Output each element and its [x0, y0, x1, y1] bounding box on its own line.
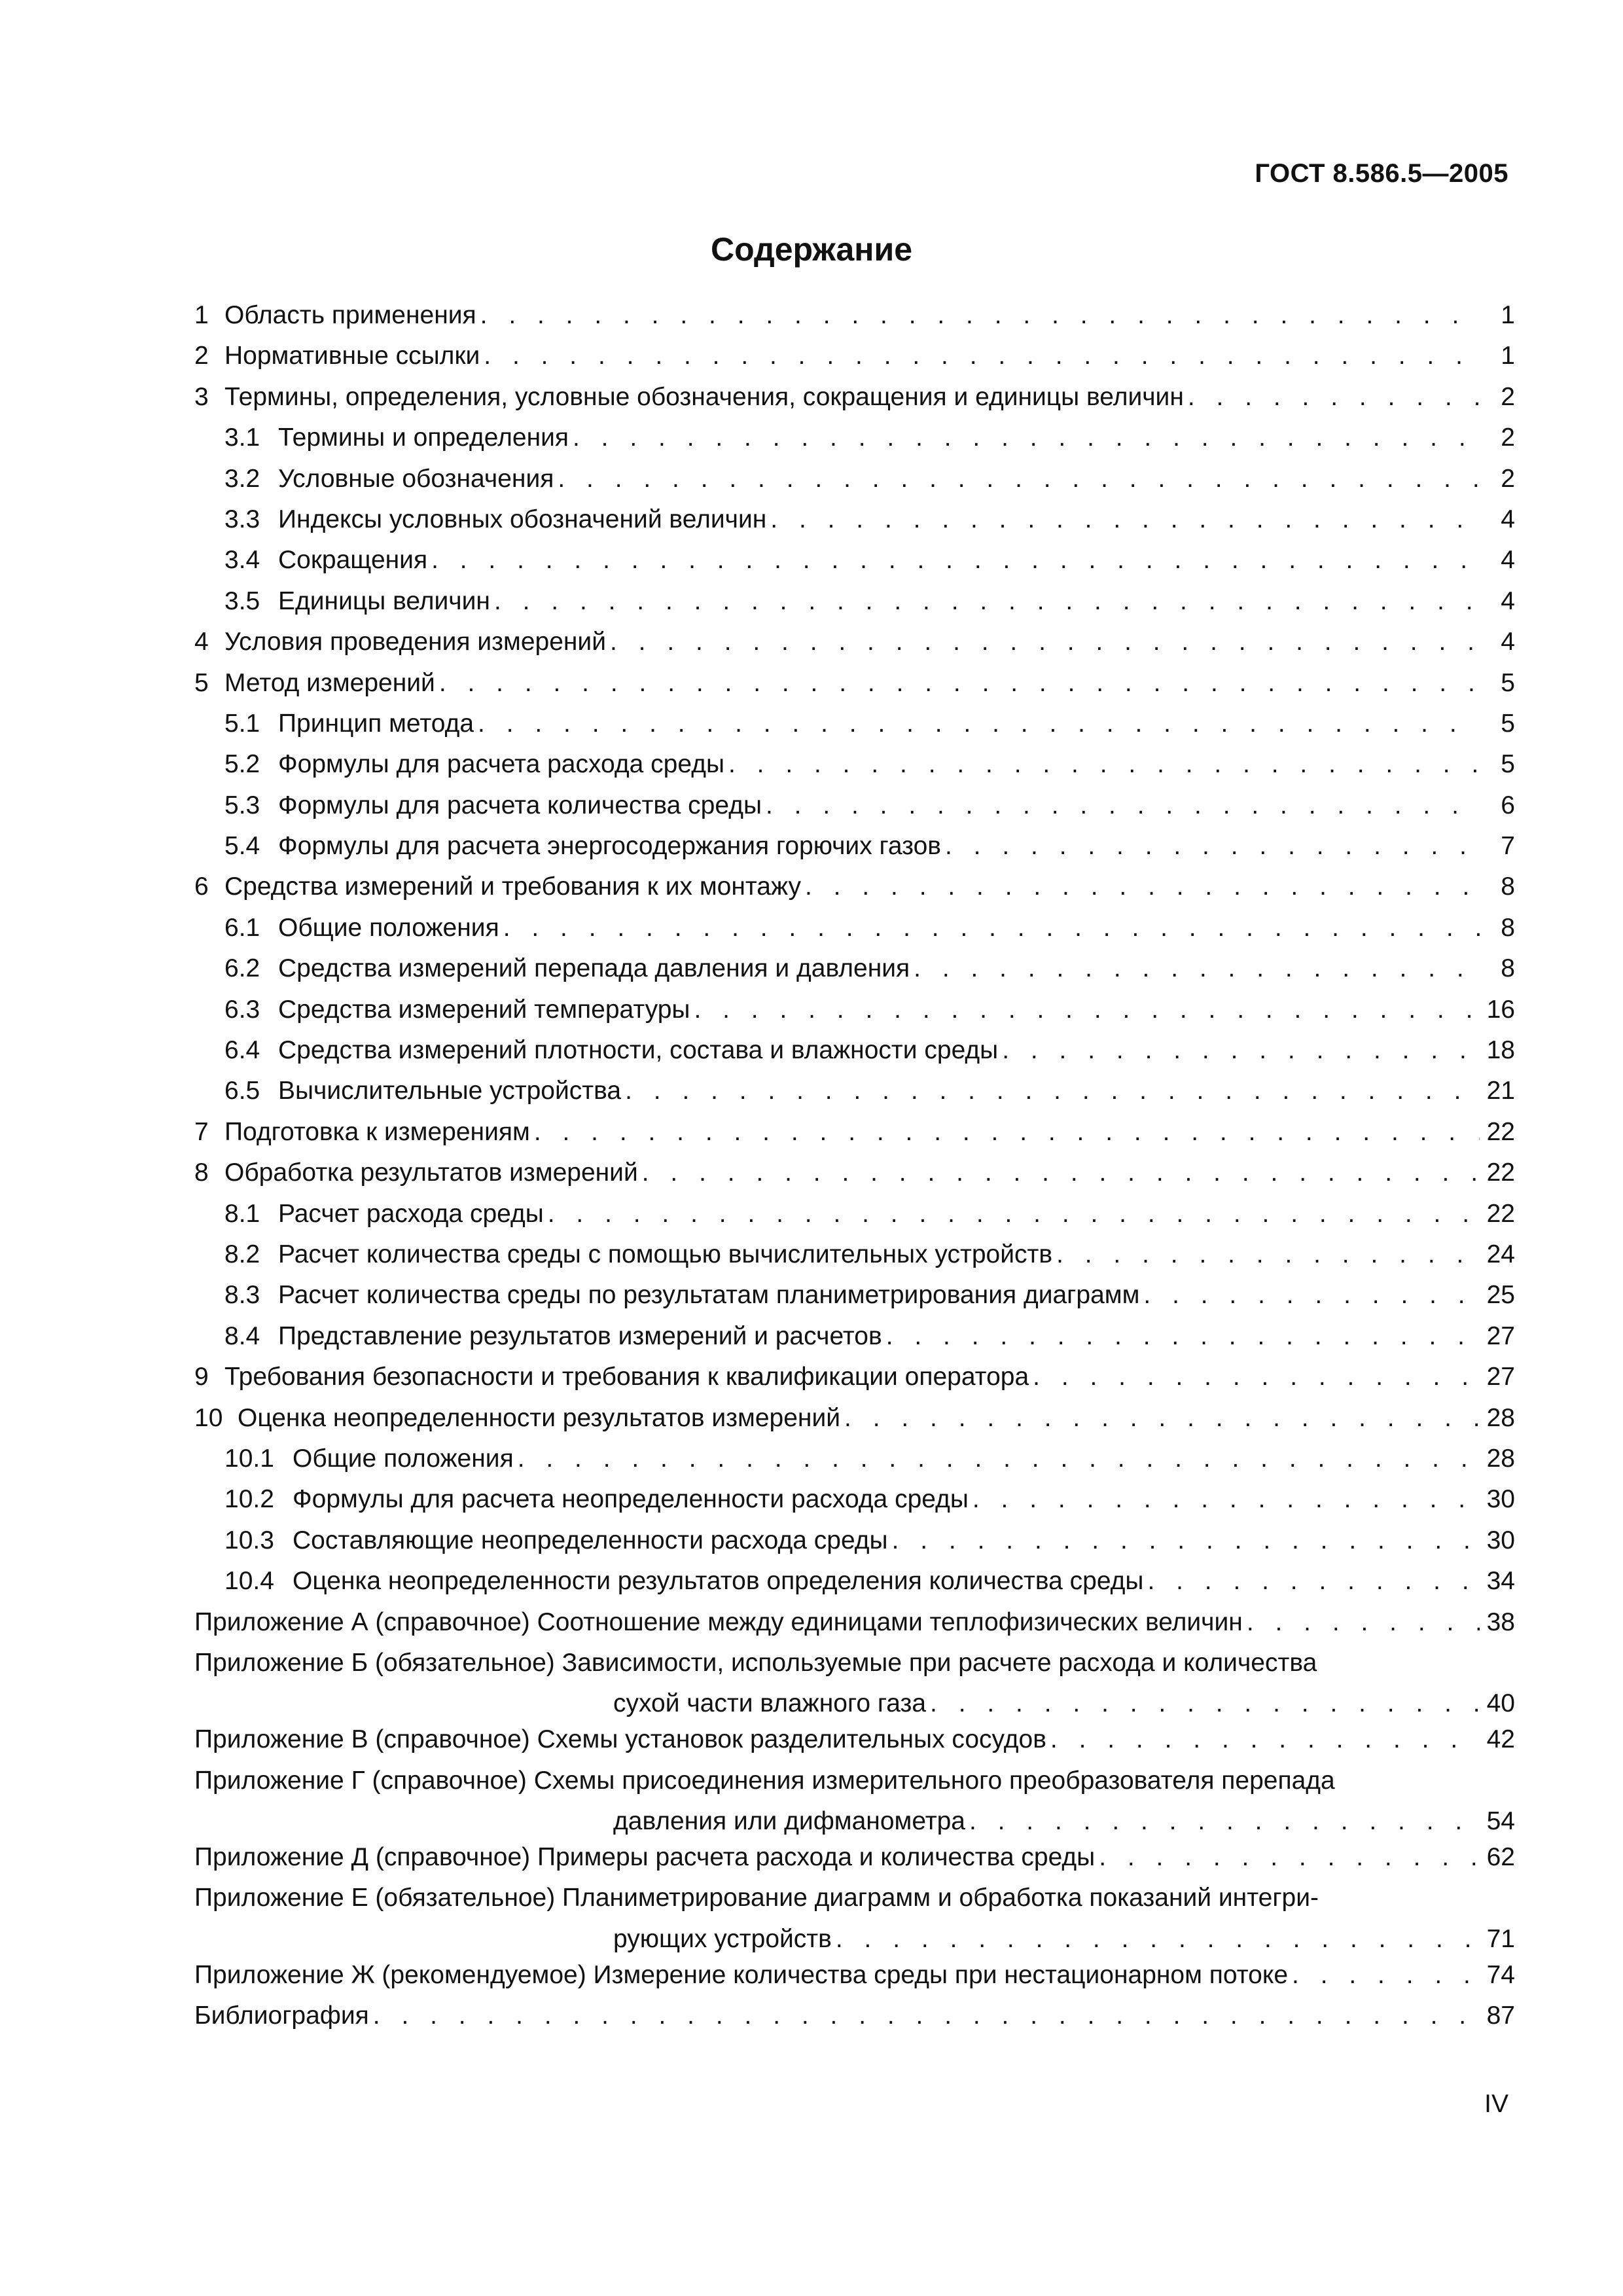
toc-entry[interactable] — [194, 628, 1515, 668]
dot-leader — [558, 465, 1480, 493]
dot-leader — [1188, 383, 1480, 412]
toc-entry-number: 10.2 — [224, 1485, 274, 1514]
toc-entry[interactable] — [194, 383, 1515, 423]
dot-leader — [805, 872, 1480, 901]
toc-entry-title: Представление результатов измерений и расчетов — [278, 1321, 882, 1350]
dot-leader — [373, 2001, 1480, 2030]
page-number: IV — [1484, 2090, 1508, 2118]
toc-entry-number: 6.4 — [224, 1036, 260, 1065]
toc-entry-title: Требования безопасности и требования к квалификации оператора — [224, 1363, 1029, 1391]
dot-leader — [1247, 1608, 1480, 1637]
toc-entry-title: Оценка неопределенности результатов измерений — [238, 1403, 841, 1432]
toc-subentry[interactable] — [194, 1322, 1515, 1363]
toc-entry-title-continued: сухой части влажного газа — [613, 1689, 927, 1718]
toc-entry-page: 42 — [1486, 1725, 1515, 1754]
toc-entry-title: Средства измерений перепада давления и давления — [278, 954, 910, 983]
toc-entry-number: 7 — [194, 1117, 209, 1146]
toc-entry-page: 28 — [1486, 1403, 1515, 1432]
toc-entry-title: Формулы для расчета энергосодержания горючих газов — [278, 832, 942, 861]
toc-bibliography[interactable] — [194, 2001, 1515, 2042]
toc-entry-number: 8.2 — [224, 1240, 260, 1268]
toc-subentry[interactable] — [194, 1281, 1515, 1321]
dot-leader — [1099, 1843, 1480, 1872]
toc-entry-title: Приложение Е (обязательное) Планиметрирование диаграмм и обработка показаний интегри- — [194, 1884, 1319, 1912]
toc-entry-number: 3.3 — [224, 505, 260, 533]
toc-entry-number: 10.1 — [224, 1444, 274, 1473]
dot-leader — [431, 546, 1480, 575]
toc-entry-page: 4 — [1501, 505, 1515, 533]
table-of-contents — [194, 301, 1515, 2043]
toc-subentry[interactable] — [194, 1200, 1515, 1240]
toc-entry-page: 21 — [1486, 1077, 1515, 1105]
toc-entry-page: 27 — [1486, 1321, 1515, 1350]
toc-entry-page: 8 — [1501, 954, 1515, 983]
toc-entry-title: Приложение А (справочное) Соотношение между единицами теплофизических величин — [194, 1607, 1243, 1636]
dot-leader — [1056, 1240, 1480, 1269]
dot-leader — [1050, 1725, 1480, 1754]
toc-entry-title: Вычислительные устройства — [278, 1077, 622, 1105]
dot-leader — [945, 832, 1480, 861]
toc-entry-title: Формулы для расчета количества среды — [278, 791, 762, 819]
dot-leader — [494, 587, 1480, 616]
toc-entry-title: Условия проведения измерений — [224, 628, 607, 656]
toc-entry-number: 6.5 — [224, 1077, 260, 1105]
toc-entry-number: 4 — [194, 628, 209, 656]
dot-leader — [1143, 1281, 1480, 1310]
toc-entry-page: 34 — [1486, 1567, 1515, 1596]
dot-leader — [1292, 1961, 1480, 1990]
toc-entry-title: Приложение В (справочное) Схемы установок разделительных сосудов — [194, 1725, 1046, 1754]
dot-leader — [610, 628, 1480, 656]
toc-entry-title: Средства измерений плотности, состава и влажности среды — [278, 1036, 999, 1065]
toc-heading: Содержание — [710, 231, 913, 268]
toc-entry[interactable] — [194, 1118, 1515, 1158]
dot-leader — [836, 1925, 1480, 1954]
toc-entry-page: 25 — [1486, 1281, 1515, 1310]
toc-subentry[interactable] — [194, 546, 1515, 586]
dot-leader — [930, 1689, 1480, 1718]
toc-subentry[interactable] — [194, 832, 1515, 872]
toc-entry-title: Сокращения — [278, 546, 428, 575]
toc-entry-title: Термины, определения, условные обозначения, сокращения и единицы величин — [224, 382, 1184, 411]
dot-leader — [573, 423, 1480, 452]
toc-entry-page: 74 — [1486, 1960, 1515, 1989]
toc-entry-title: Приложение Д (справочное) Примеры расчета расхода и количества среды — [194, 1843, 1096, 1872]
toc-entry-page: 24 — [1486, 1240, 1515, 1268]
toc-entry-page: 8 — [1501, 913, 1515, 942]
toc-subentry[interactable] — [194, 1036, 1515, 1077]
toc-entry-title: Средства измерений и требования к их монтажу — [224, 872, 802, 901]
dot-leader — [478, 709, 1480, 738]
toc-entry-title: Формулы для расчета расхода среды — [278, 750, 724, 779]
toc-entry-title: Принцип метода — [278, 709, 474, 738]
toc-entry[interactable] — [194, 669, 1515, 709]
toc-entry-number: 9 — [194, 1363, 209, 1391]
toc-entry-number: 3.4 — [224, 546, 260, 575]
dot-leader — [1147, 1567, 1480, 1596]
toc-entry-number: 6.1 — [224, 913, 260, 942]
toc-entry-page: 2 — [1501, 464, 1515, 493]
toc-entry-page: 87 — [1486, 2001, 1515, 2030]
dot-leader — [892, 1526, 1480, 1555]
toc-appendix-d[interactable] — [194, 1843, 1515, 1884]
toc-entry-title-continued: рующих устройств — [613, 1924, 832, 1953]
toc-entry-number: 6.3 — [224, 995, 260, 1024]
toc-entry-title: Подготовка к измерениям — [224, 1117, 530, 1146]
dot-leader — [914, 954, 1480, 983]
toc-entry-number: 5.3 — [224, 791, 260, 819]
toc-subentry[interactable] — [194, 1485, 1515, 1526]
toc-entry-page: 54 — [1486, 1807, 1515, 1836]
toc-entry[interactable] — [194, 1363, 1515, 1403]
toc-entry-page: 22 — [1486, 1117, 1515, 1146]
toc-subentry[interactable] — [194, 1077, 1515, 1117]
toc-subentry[interactable] — [194, 996, 1515, 1036]
toc-entry-page: 2 — [1501, 423, 1515, 452]
toc-subentry[interactable] — [194, 750, 1515, 791]
dot-leader — [548, 1200, 1480, 1229]
toc-entry-page: 5 — [1501, 668, 1515, 697]
toc-entry-number: 10.4 — [224, 1567, 274, 1596]
toc-entry-page: 1 — [1501, 301, 1515, 329]
toc-entry-number: 3 — [194, 382, 209, 411]
toc-entry-title: Термины и определения — [278, 423, 569, 452]
dot-leader — [534, 1118, 1480, 1147]
dot-leader — [503, 914, 1480, 942]
toc-entry-page: 27 — [1486, 1363, 1515, 1391]
toc-entry-page: 2 — [1501, 382, 1515, 411]
dot-leader — [766, 791, 1480, 820]
toc-entry-title: Условные обозначения — [278, 464, 554, 493]
dot-leader — [642, 1158, 1480, 1187]
toc-appendix-e[interactable] — [194, 1884, 1515, 1960]
dot-leader — [770, 505, 1480, 534]
toc-entry-title: Приложение Г (справочное) Схемы присоединения измерительного преобразователя перепада — [194, 1766, 1335, 1795]
toc-subentry[interactable] — [194, 1240, 1515, 1281]
dot-leader — [625, 1077, 1480, 1105]
toc-entry-number: 5.4 — [224, 832, 260, 861]
toc-subentry[interactable] — [194, 587, 1515, 628]
toc-entry-page: 22 — [1486, 1158, 1515, 1187]
toc-entry-number: 3.2 — [224, 464, 260, 493]
toc-entry-title: Общие положения — [293, 1444, 514, 1473]
toc-entry-title: Составляющие неопределенности расхода среды — [293, 1526, 888, 1554]
dot-leader — [1033, 1363, 1480, 1391]
toc-entry-page: 8 — [1501, 872, 1515, 901]
toc-entry-page: 6 — [1501, 791, 1515, 819]
toc-entry-number: 10.3 — [224, 1526, 274, 1554]
dot-leader — [518, 1444, 1480, 1473]
dot-leader — [480, 301, 1480, 330]
toc-entry-title: Расчет количества среды по результатам планиметрирования диаграмм — [278, 1281, 1140, 1310]
toc-entry-number: 10 — [194, 1403, 223, 1432]
toc-subentry[interactable] — [194, 914, 1515, 954]
toc-entry-number: 8.1 — [224, 1199, 260, 1228]
dot-leader — [1002, 1036, 1480, 1065]
toc-entry-page: 71 — [1486, 1924, 1515, 1953]
toc-entry-title: Общие положения — [278, 913, 499, 942]
toc-entry[interactable] — [194, 1158, 1515, 1199]
toc-subentry[interactable] — [194, 954, 1515, 995]
toc-subentry[interactable] — [194, 1567, 1515, 1607]
toc-entry-page: 18 — [1486, 1036, 1515, 1065]
dot-leader — [439, 669, 1480, 698]
toc-entry-title: Нормативные ссылки — [224, 342, 480, 370]
toc-entry-page: 62 — [1486, 1843, 1515, 1872]
toc-appendix-b[interactable] — [194, 1649, 1515, 1725]
toc-entry-page: 30 — [1486, 1485, 1515, 1514]
toc-entry-number: 2 — [194, 342, 209, 370]
toc-subentry[interactable] — [194, 1444, 1515, 1485]
dot-leader — [484, 342, 1480, 370]
toc-entry-title-continued: давления или дифманометра — [613, 1807, 965, 1836]
toc-entry-page: 1 — [1501, 342, 1515, 370]
toc-entry-page: 4 — [1501, 586, 1515, 615]
toc-entry-page: 7 — [1501, 832, 1515, 861]
dot-leader — [886, 1322, 1480, 1351]
toc-appendix-g[interactable] — [194, 1767, 1515, 1843]
toc-entry-number: 5.2 — [224, 750, 260, 779]
dot-leader — [969, 1807, 1480, 1836]
toc-entry[interactable] — [194, 342, 1515, 382]
toc-entry-page: 5 — [1501, 750, 1515, 779]
toc-entry-page: 4 — [1501, 546, 1515, 575]
toc-entry-title: Метод измерений — [224, 668, 435, 697]
toc-subentry[interactable] — [194, 465, 1515, 505]
toc-entry-title: Индексы условных обозначений величин — [278, 505, 767, 533]
dot-leader — [694, 996, 1480, 1024]
toc-entry-title: Приложение Б (обязательное) Зависимости, используемые при расчете расхода и количества — [194, 1648, 1317, 1677]
toc-entry-page: 22 — [1486, 1199, 1515, 1228]
toc-subentry[interactable] — [194, 791, 1515, 832]
toc-entry-number: 3.5 — [224, 586, 260, 615]
dot-leader — [728, 750, 1480, 779]
toc-entry-page: 40 — [1486, 1689, 1515, 1718]
toc-entry-title: Единицы величин — [278, 586, 490, 615]
toc-entry-number: 8.4 — [224, 1321, 260, 1350]
toc-subentry[interactable] — [194, 505, 1515, 546]
toc-appendix-zh[interactable] — [194, 1961, 1515, 2001]
toc-entry-number: 5 — [194, 668, 209, 697]
toc-entry-title: Библиография — [194, 2001, 369, 2030]
toc-entry[interactable] — [194, 1404, 1515, 1444]
toc-subentry[interactable] — [194, 423, 1515, 464]
toc-entry-page: 5 — [1501, 709, 1515, 738]
toc-entry-title: Обработка результатов измерений — [224, 1158, 638, 1187]
toc-entry-title: Область применения — [224, 301, 476, 329]
toc-entry[interactable] — [194, 872, 1515, 913]
toc-appendix-a[interactable] — [194, 1608, 1515, 1649]
toc-entry-page: 28 — [1486, 1444, 1515, 1473]
toc-entry-number: 1 — [194, 301, 209, 329]
toc-entry[interactable] — [194, 301, 1515, 342]
toc-subentry[interactable] — [194, 709, 1515, 750]
toc-entry-page: 4 — [1501, 628, 1515, 656]
toc-entry-title: Оценка неопределенности результатов определения количества среды — [293, 1567, 1144, 1596]
toc-entry-number: 6.2 — [224, 954, 260, 983]
document-code: ГОСТ 8.586.5—2005 — [1255, 159, 1508, 188]
toc-entry-number: 6 — [194, 872, 209, 901]
toc-entry-title: Расчет расхода среды — [278, 1199, 544, 1228]
toc-entry-number: 8.3 — [224, 1281, 260, 1310]
toc-entry-title: Средства измерений температуры — [278, 995, 690, 1024]
dot-leader — [844, 1404, 1480, 1433]
toc-entry-title: Приложение Ж (рекомендуемое) Измерение количества среды при нестационарном потоке — [194, 1960, 1289, 1989]
toc-entry-number: 3.1 — [224, 423, 260, 452]
toc-entry-page: 16 — [1486, 995, 1515, 1024]
toc-appendix-v[interactable] — [194, 1725, 1515, 1766]
toc-entry-title: Формулы для расчета неопределенности расхода среды — [293, 1485, 969, 1514]
toc-entry-number: 8 — [194, 1158, 209, 1187]
toc-entry-page: 30 — [1486, 1526, 1515, 1554]
toc-entry-page: 38 — [1486, 1607, 1515, 1636]
dot-leader — [972, 1485, 1480, 1514]
toc-entry-title: Расчет количества среды с помощью вычислительных устройств — [278, 1240, 1053, 1268]
toc-subentry[interactable] — [194, 1526, 1515, 1567]
toc-entry-number: 5.1 — [224, 709, 260, 738]
